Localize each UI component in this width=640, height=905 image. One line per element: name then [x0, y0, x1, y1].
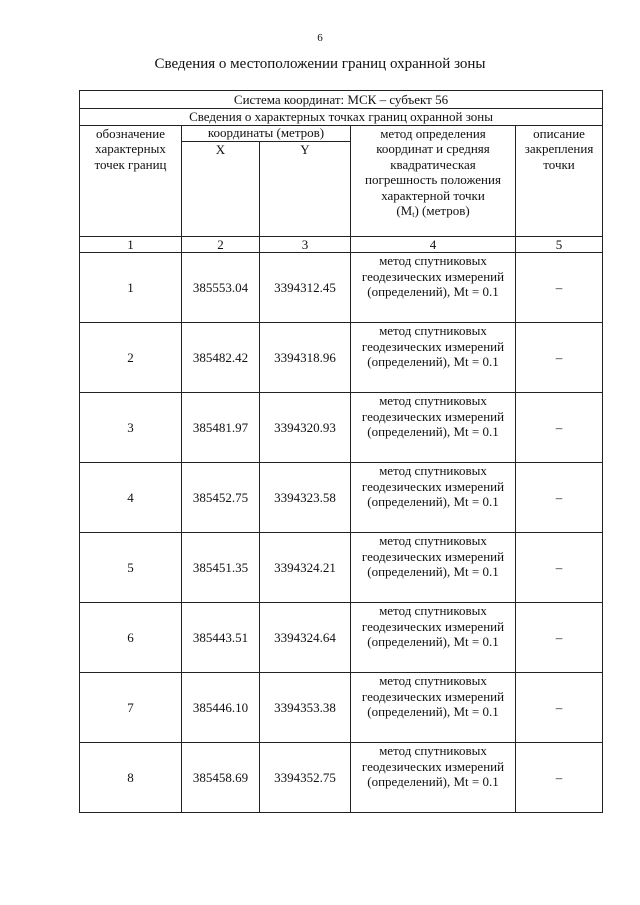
method-text: метод спутниковых геодезических измерений (определений), Mt = 0.1 — [351, 323, 516, 393]
description: – — [516, 323, 603, 393]
x-coordinate: 385458.69 — [182, 743, 260, 813]
method-text: метод спутниковых геодезических измерений (определений), Mt = 0.1 — [351, 673, 516, 743]
description: – — [516, 533, 603, 603]
point-id: 7 — [80, 673, 182, 743]
description: – — [516, 393, 603, 463]
method-text: метод спутниковых геодезических измерений (определений), Mt = 0.1 — [351, 533, 516, 603]
column-number: 5 — [516, 236, 603, 253]
coordinate-system-header: Система координат: МСК – субъект 56 — [80, 91, 603, 109]
table-row — [80, 323, 603, 393]
y-coordinate: 3394352.75 — [260, 743, 351, 813]
x-coordinate: 385553.04 — [182, 253, 260, 323]
x-coordinate: 385451.35 — [182, 533, 260, 603]
x-coordinate: 385446.10 — [182, 673, 260, 743]
x-coordinate: 385443.51 — [182, 603, 260, 673]
description: – — [516, 253, 603, 323]
point-id: 2 — [80, 323, 182, 393]
table-row — [80, 393, 603, 463]
header-description: описание закрепления точки — [516, 125, 603, 236]
header-y: Y — [260, 141, 351, 236]
point-id: 4 — [80, 463, 182, 533]
header-coordinates: координаты (метров) — [182, 125, 351, 141]
method-text: метод спутниковых геодезических измерений (определений), Mt = 0.1 — [351, 743, 516, 813]
boundary-points-table — [79, 90, 603, 813]
point-id: 6 — [80, 603, 182, 673]
description: – — [516, 673, 603, 743]
header-point-designation: обозначение характерных точек границ — [80, 125, 182, 236]
table-row — [80, 603, 603, 673]
point-id: 5 — [80, 533, 182, 603]
method-text: метод спутниковых геодезических измерений (определений), Mt = 0.1 — [351, 463, 516, 533]
document-title: Сведения о местоположении границ охранной зоны — [154, 56, 486, 72]
method-text: метод спутниковых геодезических измерений (определений), Mt = 0.1 — [351, 253, 516, 323]
y-coordinate: 3394324.21 — [260, 533, 351, 603]
table-row — [80, 533, 603, 603]
y-coordinate: 3394353.38 — [260, 673, 351, 743]
x-coordinate: 385482.42 — [182, 323, 260, 393]
column-number: 2 — [182, 236, 260, 253]
header-method — [351, 125, 516, 236]
table-row — [80, 253, 603, 323]
y-coordinate: 3394312.45 — [260, 253, 351, 323]
y-coordinate: 3394318.96 — [260, 323, 351, 393]
description: – — [516, 603, 603, 673]
y-coordinate: 3394323.58 — [260, 463, 351, 533]
method-text: метод спутниковых геодезических измерений (определений), Mt = 0.1 — [351, 603, 516, 673]
point-id: 8 — [80, 743, 182, 813]
table-row — [80, 743, 603, 813]
column-number: 4 — [351, 236, 516, 253]
column-number: 1 — [80, 236, 182, 253]
point-id: 3 — [80, 393, 182, 463]
method-text: метод спутниковых геодезических измерений (определений), Mt = 0.1 — [351, 393, 516, 463]
table-row — [80, 463, 603, 533]
x-coordinate: 385481.97 — [182, 393, 260, 463]
table-row — [80, 673, 603, 743]
header-x: X — [182, 141, 260, 236]
header-method-text: метод определения координат и средняя квадратическая погрешность положения характерной точки — [365, 125, 501, 203]
y-coordinate: 3394320.93 — [260, 393, 351, 463]
section-header: Сведения о характерных точках границ охранной зоны — [80, 109, 603, 126]
description: – — [516, 463, 603, 533]
header-method-unit: (Mt) (метров) — [396, 203, 470, 219]
column-number-row — [80, 236, 603, 253]
column-number: 3 — [260, 236, 351, 253]
point-id: 1 — [80, 253, 182, 323]
x-coordinate: 385452.75 — [182, 463, 260, 533]
description: – — [516, 743, 603, 813]
page-number: 6 — [317, 32, 323, 44]
y-coordinate: 3394324.64 — [260, 603, 351, 673]
